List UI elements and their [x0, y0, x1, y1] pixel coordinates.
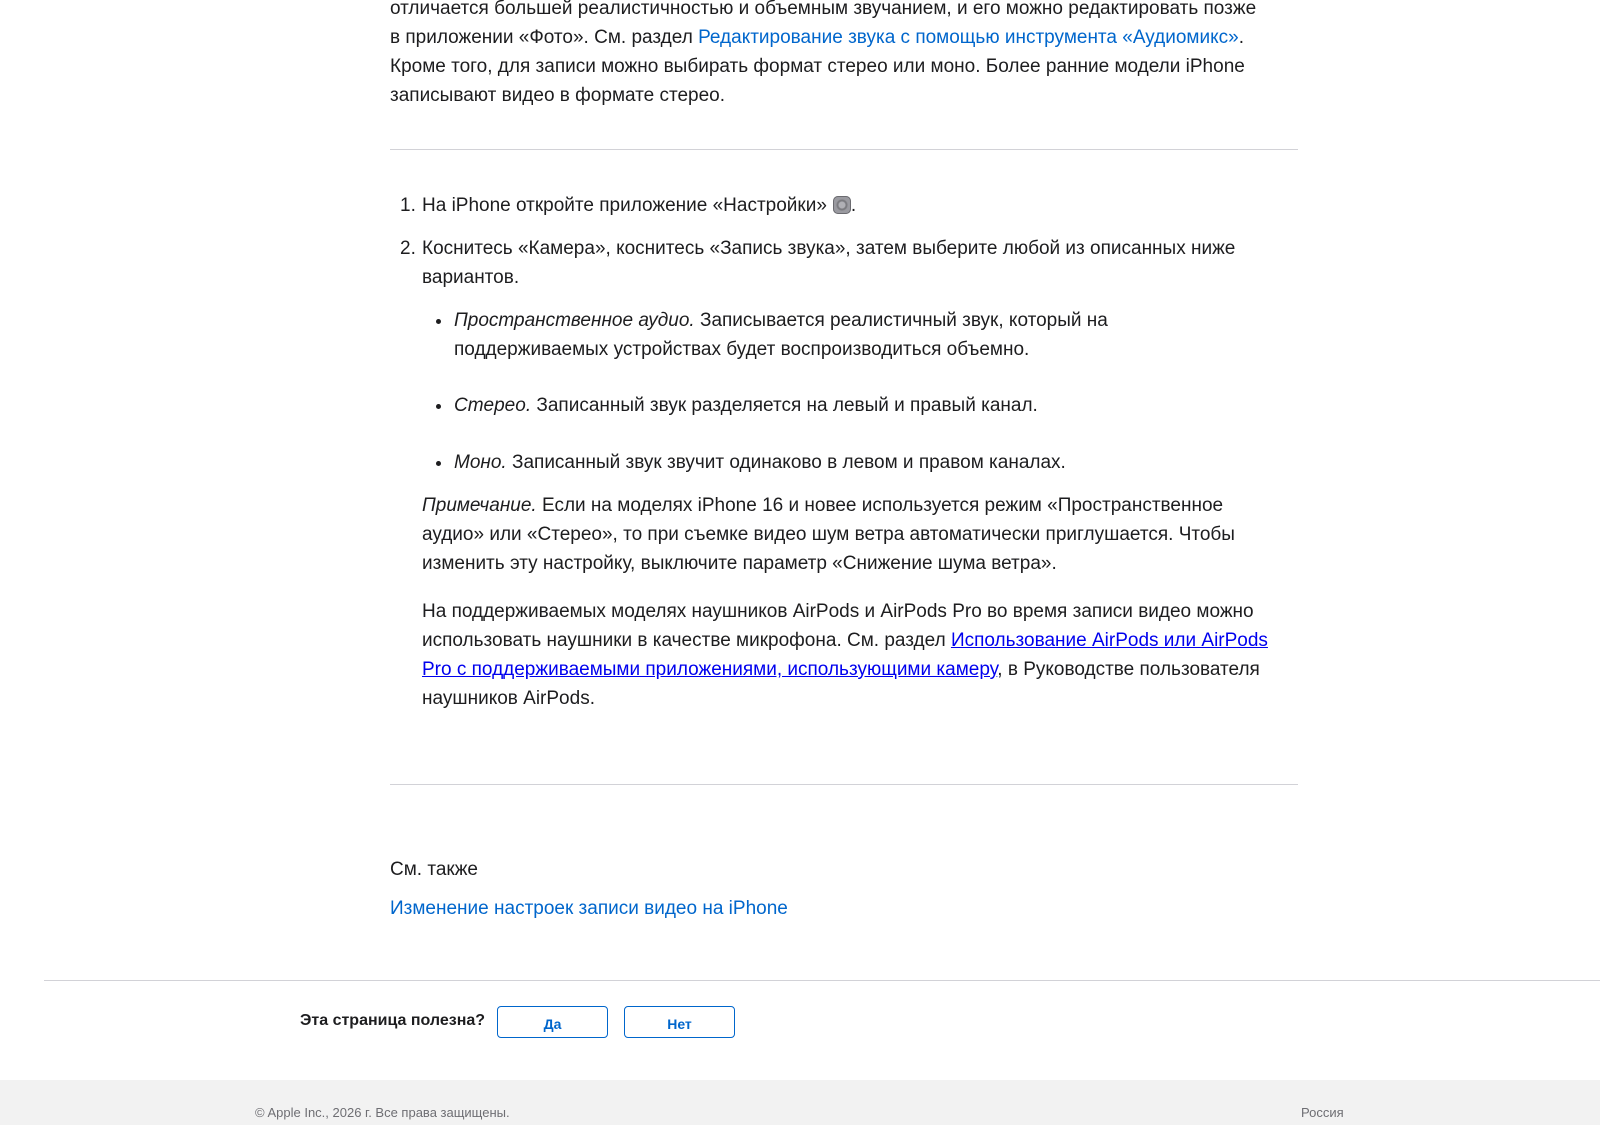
note-text: Если на моделях iPhone 16 и новее используется режим «Пространственное аудио» или «Стерео», то при съемке видео шум ветра автоматически приглушается. Чтобы изменить эту настройку, выключите параметр «Снижение шума ветра». [422, 495, 1235, 574]
note-term: Примечание. [422, 495, 537, 516]
step-1 [390, 191, 1298, 234]
option-mono [422, 448, 1298, 477]
intro-line-2-prefix: в приложении «Фото». См. раздел [390, 27, 699, 48]
intro-line-3-text: Кроме того, для записи можно выбирать формат стерео или моно. Более ранние модели iPhone [390, 56, 1245, 77]
airpods-suffix: , в Руководстве пользователя наушников AirPods. [422, 659, 1260, 709]
copyright-text: © Apple Inc., 2026 г. Все права защищены. [255, 1105, 510, 1120]
divider-top [390, 149, 1298, 150]
option-spatial-audio-term: Пространственное аудио. [454, 310, 695, 331]
intro-line-2-suffix: . [1238, 27, 1244, 48]
option-stereo-text: Записанный звук разделяется на левый и правый канал. [531, 395, 1038, 416]
steps-list [390, 191, 1298, 732]
feedback-no-button[interactable]: Нет [624, 1006, 735, 1038]
intro-paragraph [390, 0, 1298, 110]
step-1-text: На iPhone откройте приложение «Настройки» [422, 195, 827, 216]
audiomix-link[interactable]: Редактирование звука с помощью инструмента «Аудиомикс» [698, 27, 1239, 48]
see-also-link[interactable]: Изменение настроек записи видео на iPhone [390, 898, 788, 919]
airpods-prefix: На поддерживаемых моделях наушников AirPods и AirPods Pro во время записи видео можно использовать наушники в качестве микрофона. См. раздел [422, 601, 1254, 651]
intro-line-4-text: записывают видео в формате стерео. [390, 85, 726, 106]
intro-line-1-text: отличается большей реалистичностью и объемным звучанием, и его можно редактировать позже [390, 0, 1257, 19]
feedback-question: Эта страница полезна? [300, 1012, 486, 1029]
region-link[interactable]: Россия [1301, 1105, 1344, 1120]
feedback-yes-button[interactable]: Да [497, 1006, 608, 1038]
airpods-paragraph [422, 597, 1298, 713]
settings-icon [833, 196, 851, 214]
options-list [422, 306, 1298, 477]
option-stereo-term: Стерео. [454, 395, 532, 416]
intro-line-4 [390, 81, 1298, 110]
step-2-number: 2. [400, 238, 416, 259]
intro-line-3 [390, 52, 1298, 81]
step-1-number: 1. [400, 195, 416, 216]
intro-line-2 [390, 23, 1298, 52]
option-stereo [422, 391, 1298, 420]
feedback-divider [44, 980, 1600, 981]
option-spatial-audio-text: Записывается реалистичный звук, который на поддерживаемых устройствах будет воспроизводиться объемно. [454, 310, 1108, 360]
divider-bottom [390, 784, 1298, 785]
note-paragraph [422, 491, 1298, 578]
step-1-suffix: . [850, 195, 857, 216]
option-spatial-audio [422, 306, 1298, 364]
airpods-link[interactable]: Использование AirPods или AirPods Pro с поддерживаемыми приложениями, использующими камеру [422, 630, 1268, 680]
intro-line-1 [390, 0, 1298, 23]
option-mono-text: Записанный звук звучит одинаково в левом и правом каналах. [506, 452, 1066, 473]
footer [0, 1080, 1600, 1125]
step-2 [390, 234, 1298, 713]
see-also-heading: См. также [390, 859, 478, 880]
option-mono-term: Моно. [454, 452, 507, 473]
step-2-text: Коснитесь «Камера», коснитесь «Запись звука», затем выберите любой из описанных ниже вариантов. [422, 238, 1236, 288]
